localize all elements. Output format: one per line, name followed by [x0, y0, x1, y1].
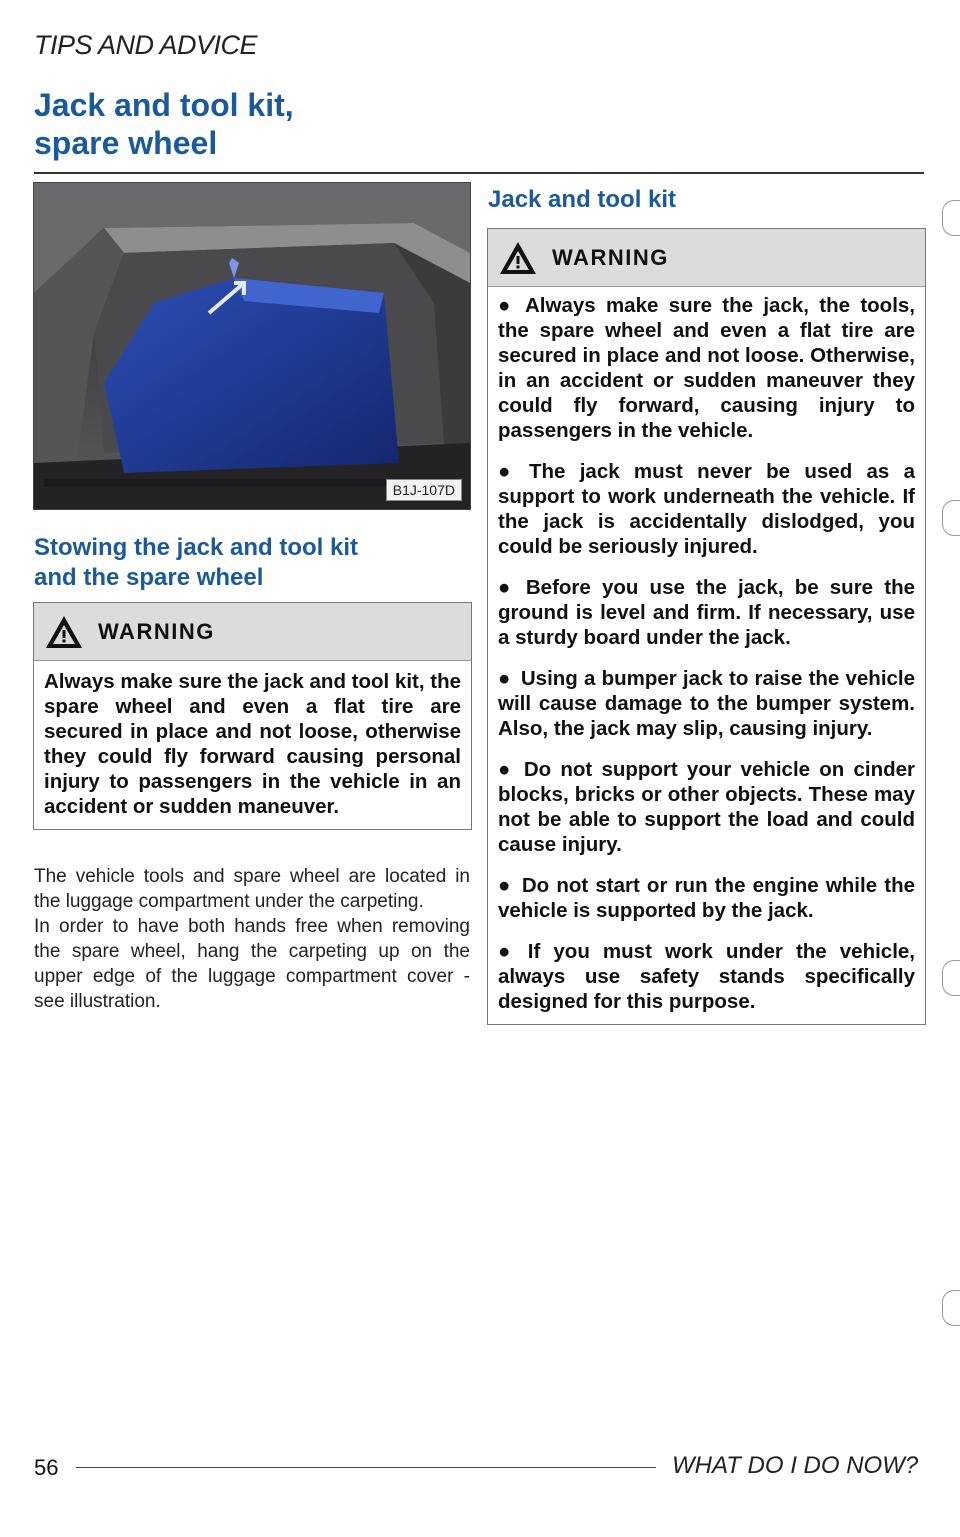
- figure-code: B1J-107D: [386, 479, 462, 501]
- warning-header: [34, 603, 471, 661]
- warning-triangle-icon: [498, 240, 538, 276]
- warning-bullet-2: ● The jack must never be used as a support to work underneath the vehicle. If the jack is accidentally dislodged, you could be seriously injured.: [498, 459, 915, 559]
- warning-text: Always make sure the jack and tool kit, the spare wheel and even a flat tire are secured in place and not loose, otherwise they could fly forward causing personal injury to passengers in the vehicle in an accident or sudden maneuver.: [44, 670, 461, 818]
- warning-bullet-3: ● Before you use the jack, be sure the ground is level and firm. If necessary, use a sturdy board under the jack.: [498, 575, 915, 650]
- luggage-compartment-photo: [33, 182, 471, 510]
- section-label: TIPS AND ADVICE: [34, 30, 258, 60]
- page-number: 56: [34, 1455, 59, 1480]
- warning-bullet-1: ● Always make sure the jack, the tools, the spare wheel and even a flat tire are secured in place and not loose. Otherwise, in an accident or sudden maneuver they could fly forward, causing injury to passengers in the vehicle.: [498, 293, 915, 443]
- warning-header: [488, 229, 925, 287]
- warning-bullet-6: ● Do not start or run the engine while the vehicle is supported by the jack.: [498, 873, 915, 923]
- side-tab: [942, 1290, 960, 1326]
- left-section-title-line-1: Stowing the jack and tool kit: [34, 534, 359, 561]
- page-title-line-1: Jack and tool kit,: [34, 87, 294, 123]
- page-title-line-2: spare wheel: [34, 125, 218, 161]
- page-title: [34, 86, 294, 162]
- warning-label: WARNING: [552, 244, 669, 270]
- body-text: [34, 864, 470, 1014]
- title-divider: [34, 172, 924, 174]
- left-section-title-line-2: and the spare wheel: [34, 564, 264, 591]
- paragraph: The vehicle tools and spare wheel are located in the luggage compartment under the carpeting.: [34, 866, 470, 912]
- side-tab: [942, 500, 960, 536]
- warning-triangle-icon: [44, 614, 84, 650]
- right-section-title: Jack and tool kit: [488, 186, 677, 213]
- warning-bullet-4: ● Using a bumper jack to raise the vehicle will cause damage to the bumper system. Also, the jack may slip, causing injury.: [498, 666, 915, 741]
- side-tab: [942, 960, 960, 996]
- chapter-title: WHAT DO I DO NOW?: [672, 1452, 919, 1479]
- warning-bullet-5: ● Do not support your vehicle on cinder blocks, bricks or other objects. These may not be able to support the load and could cause injury.: [498, 757, 915, 857]
- side-tab: [942, 200, 960, 236]
- luggage-compartment-illustration: [34, 183, 470, 509]
- paragraph: In order to have both hands free when removing the spare wheel, hang the carpeting up on the upper edge of the luggage compartment cover - see illustration.: [34, 916, 470, 1012]
- left-warning-box: [33, 602, 472, 830]
- footer-divider: [76, 1467, 656, 1468]
- warning-label: WARNING: [98, 618, 215, 644]
- warning-bullet-7: ● If you must work under the vehicle, always use safety stands specifically designed for this purpose.: [498, 939, 915, 1014]
- left-section-title: [34, 533, 358, 593]
- right-warning-box: [487, 228, 926, 1025]
